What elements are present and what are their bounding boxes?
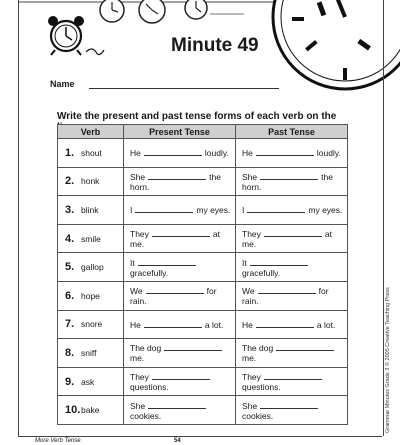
present-tense-blank[interactable] <box>144 319 202 328</box>
past-tense-cell <box>236 167 348 196</box>
past-tense-blank[interactable] <box>256 147 314 156</box>
verb-cell <box>58 367 124 396</box>
present-tense-blank[interactable] <box>138 257 196 266</box>
instructions: Write the present and past tense forms of each verb on the <box>57 111 337 122</box>
past-tense-blank[interactable] <box>258 285 316 294</box>
past-tense-blank[interactable] <box>256 319 314 328</box>
column-header-present: Present Tense <box>124 125 236 139</box>
past-tense-blank[interactable] <box>260 171 318 180</box>
past-tense-cell <box>236 224 348 253</box>
column-header-past: Past Tense <box>236 125 348 139</box>
item-number: 10. <box>65 404 81 417</box>
past-tense-blank[interactable] <box>276 342 334 351</box>
item-number: 2. <box>65 175 75 188</box>
sentence-end: questions. <box>242 382 281 393</box>
sentence-start: He <box>242 319 253 330</box>
past-tense-cell <box>236 339 348 368</box>
item-number: 3. <box>65 203 75 216</box>
verb-word: sniff <box>81 347 97 358</box>
verb-cell <box>58 167 124 196</box>
name-field[interactable] <box>89 79 279 89</box>
item-number: 1. <box>65 146 75 159</box>
past-tense-blank[interactable] <box>247 204 305 213</box>
table-row <box>58 196 348 225</box>
verb-table <box>57 124 348 425</box>
item-number: 6. <box>65 289 75 302</box>
past-tense-blank[interactable] <box>264 228 322 237</box>
sentence-start: She <box>242 400 258 411</box>
sentence-end: my eyes. <box>308 205 343 216</box>
present-tense-cell <box>124 396 236 425</box>
sentence-start: We <box>242 286 255 297</box>
page-title: Minute 49 <box>171 35 259 56</box>
sentence-start: The dog <box>242 343 274 354</box>
present-tense-blank[interactable] <box>135 204 193 213</box>
sentence-end: for rain. <box>242 286 329 307</box>
sentence-end: a lot. <box>316 319 336 330</box>
sentence-start: She <box>130 400 146 411</box>
item-number: 7. <box>65 318 75 331</box>
sentence-end: a lot. <box>204 319 224 330</box>
present-tense-cell <box>124 196 236 225</box>
verb-word: gallop <box>81 262 104 273</box>
table-row <box>58 139 348 168</box>
sentence-start: They <box>242 372 261 383</box>
sentence-start: She <box>130 171 146 182</box>
present-tense-blank[interactable] <box>152 228 210 237</box>
page-number: 54 <box>174 438 181 444</box>
sentence-start: It <box>130 257 135 268</box>
sentence-end: the horn. <box>242 171 333 192</box>
sentence-end: gracefully. <box>130 267 169 278</box>
present-tense-cell <box>124 367 236 396</box>
present-tense-cell <box>124 139 236 168</box>
item-number: 5. <box>65 261 75 274</box>
verb-word: blink <box>81 204 99 215</box>
copyright-side-text: Grammar Minutes Grade 3 © 2005 Creative Teaching Press <box>385 287 391 433</box>
sentence-start: He <box>130 319 141 330</box>
verb-cell <box>58 196 124 225</box>
past-tense-cell <box>236 367 348 396</box>
past-tense-cell <box>236 139 348 168</box>
present-tense-blank[interactable] <box>152 371 210 380</box>
verb-cell <box>58 224 124 253</box>
sentence-end: loudly. <box>204 148 229 159</box>
table-row <box>58 167 348 196</box>
past-tense-blank[interactable] <box>260 400 318 409</box>
table-row <box>58 396 348 425</box>
sentence-end: me. <box>130 353 145 364</box>
sentence-start: I <box>242 205 245 216</box>
sentence-start: It <box>242 257 247 268</box>
present-tense-cell <box>124 253 236 282</box>
sentence-start: They <box>130 372 149 383</box>
present-tense-blank[interactable] <box>148 171 206 180</box>
sentence-end: loudly. <box>316 148 341 159</box>
table-row <box>58 224 348 253</box>
verb-cell <box>58 310 124 339</box>
table-row <box>58 253 348 282</box>
present-tense-blank[interactable] <box>144 147 202 156</box>
sentence-end: cookies. <box>242 410 274 421</box>
past-tense-blank[interactable] <box>264 371 322 380</box>
sentence-start: They <box>130 229 149 240</box>
table-row <box>58 281 348 310</box>
verb-word: ask <box>81 376 95 387</box>
name-label: Name <box>50 79 75 89</box>
sentence-start: He <box>242 148 253 159</box>
table-header-row <box>58 125 348 139</box>
sentence-end: me. <box>242 353 257 364</box>
sentence-end: at me. <box>242 229 332 250</box>
present-tense-cell <box>124 281 236 310</box>
sentence-end: gracefully. <box>242 267 281 278</box>
sentence-end: my eyes. <box>196 205 231 216</box>
footer-section-title: More Verb Tense <box>35 438 81 444</box>
name-row <box>50 79 279 89</box>
sentence-start: She <box>242 171 258 182</box>
verb-word: snore <box>81 319 103 330</box>
past-tense-cell <box>236 196 348 225</box>
verb-cell <box>58 396 124 425</box>
verb-cell <box>58 139 124 168</box>
present-tense-cell <box>124 310 236 339</box>
sentence-end: for rain. <box>130 286 217 307</box>
present-tense-cell <box>124 224 236 253</box>
verb-word: shout <box>81 147 102 158</box>
present-tense-blank[interactable] <box>146 285 204 294</box>
present-tense-blank[interactable] <box>164 342 222 351</box>
past-tense-cell <box>236 253 348 282</box>
verb-cell <box>58 281 124 310</box>
sentence-start: The dog <box>130 343 162 354</box>
verb-word: hope <box>81 290 100 301</box>
verb-cell <box>58 339 124 368</box>
sentence-start: I <box>130 205 133 216</box>
item-number: 8. <box>65 346 75 359</box>
past-tense-cell <box>236 396 348 425</box>
table-row <box>58 339 348 368</box>
footer-rule <box>18 436 382 437</box>
verb-word: bake <box>81 405 100 416</box>
sentence-start: We <box>130 286 143 297</box>
verb-word: smile <box>81 233 101 244</box>
item-number: 4. <box>65 232 75 245</box>
present-tense-cell <box>124 167 236 196</box>
table-row <box>58 367 348 396</box>
verb-word: honk <box>81 176 100 187</box>
sentence-end: at me. <box>130 229 220 250</box>
sentence-end: questions. <box>130 382 169 393</box>
past-tense-blank[interactable] <box>250 257 308 266</box>
past-tense-cell <box>236 310 348 339</box>
past-tense-cell <box>236 281 348 310</box>
sentence-end: cookies. <box>130 410 162 421</box>
sentence-end: the horn. <box>130 171 221 192</box>
verb-cell <box>58 253 124 282</box>
table-row <box>58 310 348 339</box>
present-tense-blank[interactable] <box>148 400 206 409</box>
item-number: 9. <box>65 375 75 388</box>
column-header-verb: Verb <box>58 125 124 139</box>
present-tense-cell <box>124 339 236 368</box>
sentence-start: They <box>242 229 261 240</box>
sentence-start: He <box>130 148 141 159</box>
